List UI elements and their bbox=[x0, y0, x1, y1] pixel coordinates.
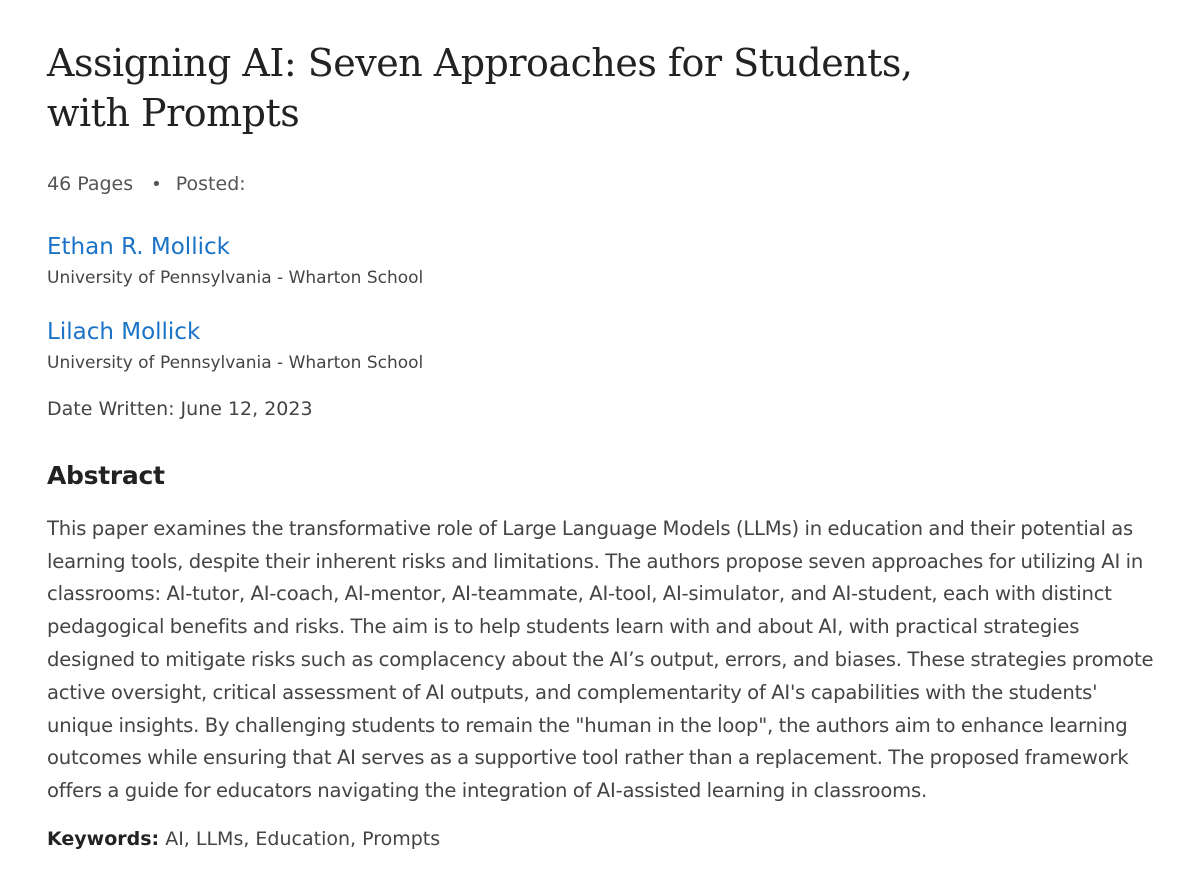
keywords-value: AI, LLMs, Education, Prompts bbox=[165, 827, 441, 850]
author-link[interactable]: Ethan R. Mollick bbox=[47, 234, 230, 260]
keywords-label: Keywords: bbox=[47, 827, 160, 850]
abstract-text: This paper examines the transformative role of Large Language Models (LLMs) in education and their potential as learning tools, despite their inherent risks and limitations. The authors propose seven approaches for utilizing AI in classrooms: AI-tutor, AI-coach, AI-mentor, AI-teammate, AI-tool, AI-simulator, and AI-student, each with distinct pedagogical benefits and risks. The aim is to help students learn with and about AI, with practical strategies designed to mitigate risks such as complacency about the AI’s output, errors, and biases. These strategies promote active oversight, critical assessment of AI outputs, and complementarity of AI's capabilities with the students' unique insights. By challenging students to remain the "human in the loop", the authors aim to enhance learning outcomes while ensuring that AI serves as a supportive tool rather than a replacement. The proposed framework offers a guide for educators navigating the integration of AI-assisted learning in classrooms. bbox=[47, 516, 1154, 803]
abstract-heading: Abstract bbox=[47, 461, 165, 490]
author-affiliation: University of Pennsylvania - Wharton School bbox=[47, 268, 424, 288]
paper-title: Assigning AI: Seven Approaches for Students, with Prompts bbox=[47, 41, 913, 135]
meta-separator: • bbox=[151, 173, 162, 195]
author-affiliation: University of Pennsylvania - Wharton School bbox=[47, 353, 424, 373]
posted-label: Posted: bbox=[175, 173, 246, 195]
author-link[interactable]: Lilach Mollick bbox=[47, 319, 201, 345]
paper-page bbox=[47, 0, 1157, 852]
page-count: 46 Pages bbox=[47, 173, 134, 195]
date-written: Date Written: June 12, 2023 bbox=[47, 398, 313, 420]
paper-meta bbox=[47, 171, 1157, 197]
keywords bbox=[47, 826, 1157, 852]
author-block bbox=[47, 317, 1157, 374]
author-block bbox=[47, 232, 1157, 289]
